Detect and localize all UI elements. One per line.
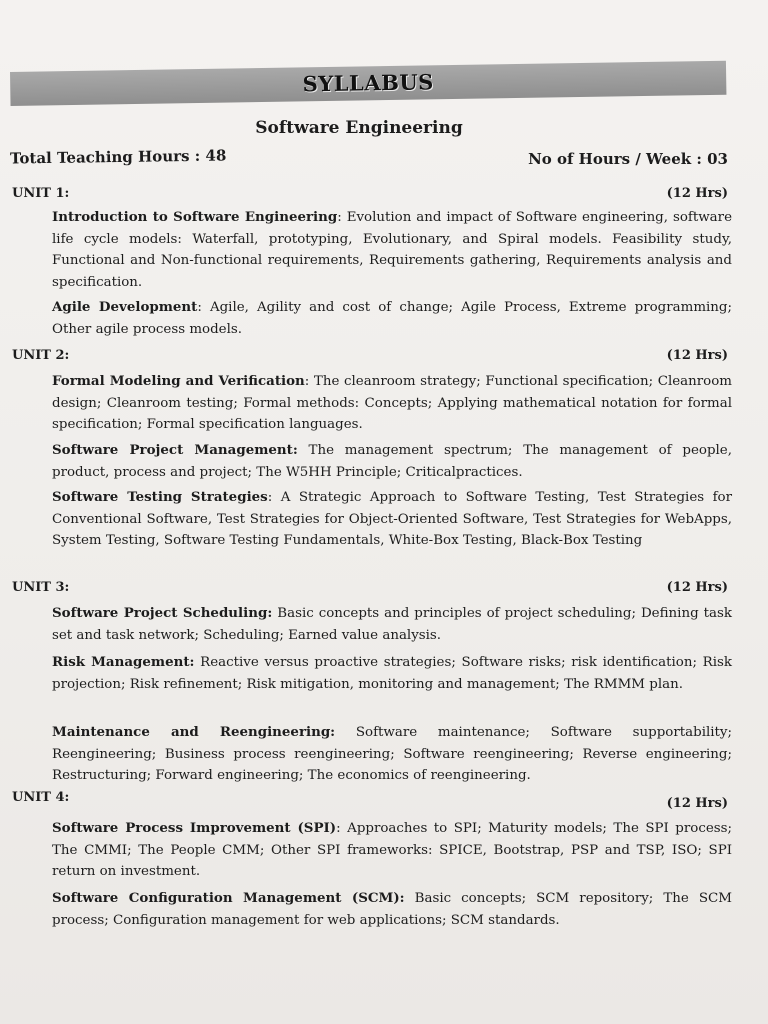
banner-title: SYLLABUS xyxy=(302,69,435,97)
page-title: Software Engineering xyxy=(255,118,463,138)
section-heading: Introduction to Software Engineering xyxy=(52,209,338,225)
unit-hours: (12 Hrs) xyxy=(666,580,728,595)
section-text: : The cleanroom strategy; Functional specification; Cleanroom design; Cleanroom testing; Formal methods: Concepts; Applying mathematical notation for formal specification; Formal specification languages. xyxy=(52,374,732,432)
section-text: : Approaches to SPI; Maturity models; The SPI process; The CMMI; The People CMM; Other SPI frameworks: SPICE, Bootstrap, PSP and TSP, ISO; SPI return on investment. xyxy=(52,821,733,879)
unit-2-section-1 xyxy=(52,371,732,436)
unit-3-section-3 xyxy=(52,722,732,787)
unit-label: UNIT 2: xyxy=(12,348,70,363)
unit-2-section-3 xyxy=(52,487,732,552)
total-teaching-hours: Total Teaching Hours : 48 xyxy=(9,146,227,168)
section-text: Software maintenance; Software supportability; Reengineering; Business process reengineering; Software reengineering; Reverse engineering; Restructuring; Forward engineering; The economics of reengineering. xyxy=(52,725,732,783)
unit-label: UNIT 1: xyxy=(12,186,70,201)
unit-1-header xyxy=(12,186,728,201)
section-heading: Risk Management: xyxy=(52,654,195,670)
syllabus-banner xyxy=(10,61,726,106)
section-text: : Agile, Agility and cost of change; Agile Process, Extreme programming; Other agile process models. xyxy=(52,300,733,337)
unit-1-section-1 xyxy=(52,207,732,293)
unit-hours: (12 Hrs) xyxy=(666,186,728,201)
section-text: : A Strategic Approach to Software Testing, Test Strategies for Conventional Software, Test Strategies for Object-Oriented Software, Test Strategies for WebApps, System Testing, Software Testing Fundamentals, White-Box Testing, Black-Box Testing xyxy=(52,490,732,548)
section-heading: Software Process Improvement (SPI) xyxy=(52,820,337,836)
unit-label: UNIT 3: xyxy=(12,580,70,595)
unit-4-header xyxy=(12,790,728,811)
section-text: Basic concepts; SCM repository; The SCM process; Configuration management for web applications; SCM standards. xyxy=(52,891,732,928)
section-text: Basic concepts and principles of project scheduling; Defining task set and task network; Scheduling; Earned value analysis. xyxy=(52,606,732,643)
section-heading: Software Configuration Management (SCM): xyxy=(52,890,405,906)
unit-2-section-2 xyxy=(52,440,732,483)
unit-label: UNIT 4: xyxy=(12,790,70,805)
hours-per-week: No of Hours / Week : 03 xyxy=(528,150,728,168)
section-text: Reactive versus proactive strategies; Software risks; risk identification; Risk projection; Risk refinement; Risk mitigation, monitoring and management; The RMMM plan. xyxy=(52,655,732,692)
unit-4-section-1 xyxy=(52,818,732,883)
section-heading: Software Project Management: xyxy=(52,442,298,458)
section-heading: Software Testing Strategies xyxy=(52,489,268,505)
section-heading: Software Project Scheduling: xyxy=(52,605,273,621)
section-heading: Formal Modeling and Verification xyxy=(52,373,305,389)
unit-hours: (12 Hrs) xyxy=(666,348,728,363)
unit-3-header xyxy=(12,580,728,595)
unit-4-section-2 xyxy=(52,888,732,931)
unit-2-header xyxy=(12,348,728,363)
section-heading: Agile Development xyxy=(52,299,198,315)
section-text: : Evolution and impact of Software engineering, software life cycle models: Waterfall, prototyping, Evolutionary, and Spiral models. Feasibility study, Functional and Non-functional requirements, Requirements gathering, Requirements analysis and specification. xyxy=(52,210,732,290)
unit-hours: (12 Hrs) xyxy=(666,796,728,811)
section-heading: Maintenance and Reengineering: xyxy=(52,724,336,740)
unit-3-section-1 xyxy=(52,603,732,646)
unit-3-section-2 xyxy=(52,652,732,695)
unit-1-section-2 xyxy=(52,297,732,340)
section-text: The management spectrum; The management of people, product, process and project; The W5HH Principle; Criticalpractices. xyxy=(52,443,732,480)
